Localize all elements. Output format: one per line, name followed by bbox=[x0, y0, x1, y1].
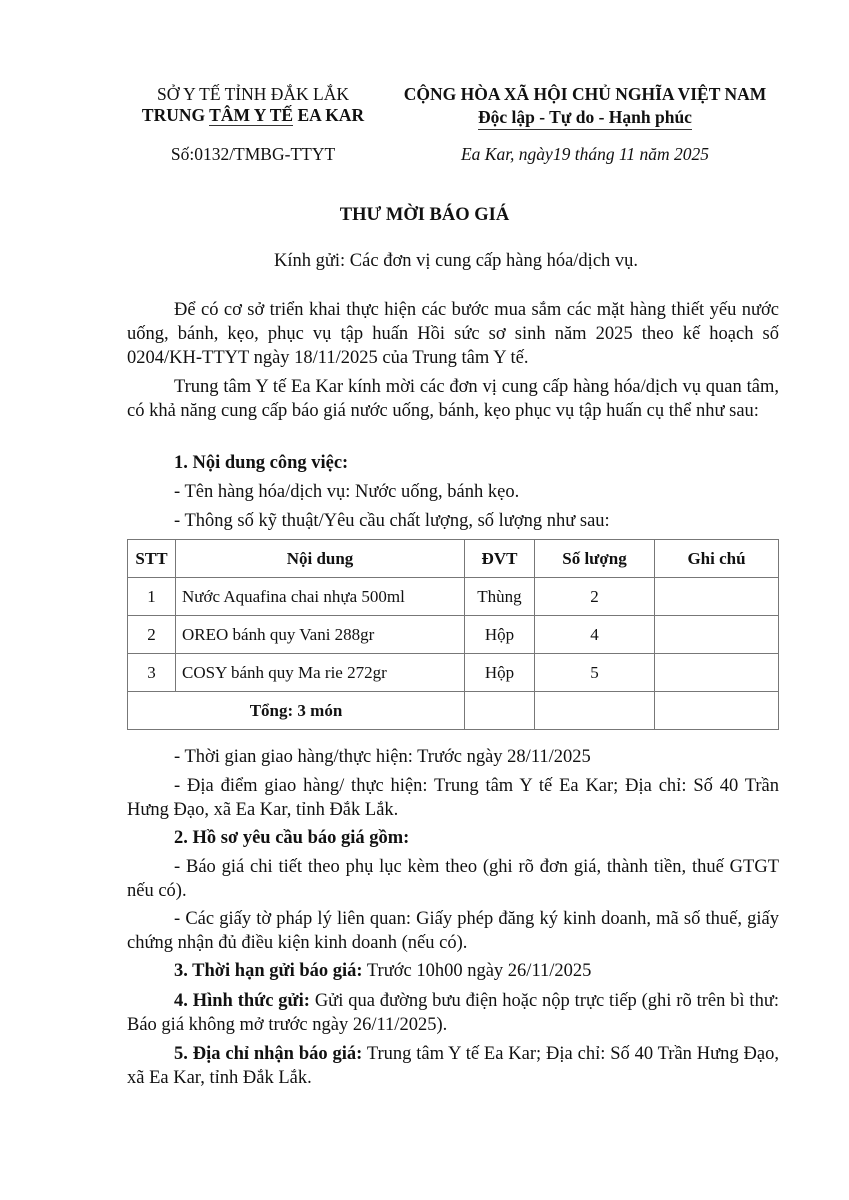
center-name-underlined: TÂM Y TẾ bbox=[209, 105, 294, 125]
cell-note bbox=[655, 578, 779, 616]
greeting: Kính gửi: Các đơn vị cung cấp hàng hóa/dịch vụ. bbox=[274, 251, 639, 271]
section-3 bbox=[127, 959, 779, 983]
table-total-row bbox=[128, 692, 779, 730]
cell-qty: 2 bbox=[535, 578, 655, 616]
section-5-label: 5. Địa chỉ nhận báo giá: bbox=[174, 1044, 363, 1064]
table-row bbox=[128, 616, 779, 654]
total-qty bbox=[535, 692, 655, 730]
section-1-line-2: - Thông số kỹ thuật/Yêu cầu chất lượng, số lượng như sau: bbox=[174, 511, 610, 531]
section-5-text: Trung tâm Y tế Ea Kar; Địa chỉ: Số 40 Trần Hưng Đạo, xã Ea Kar, tỉnh Đắk Lắk. bbox=[127, 1044, 779, 1088]
section-2-line-1: - Báo giá chi tiết theo phụ lục kèm theo (ghi rõ đơn giá, thành tiền, thuế GTGT nếu có). bbox=[127, 857, 779, 901]
document-number: Số:0132/TMBG-TTYT bbox=[170, 144, 336, 164]
total-unit bbox=[465, 692, 535, 730]
col-stt: STT bbox=[128, 540, 176, 578]
agency-name: SỞ Y TẾ TỈNH ĐẮK LẮK bbox=[156, 84, 349, 104]
document-title: THƯ MỜI BÁO GIÁ bbox=[339, 205, 510, 225]
cell-stt: 3 bbox=[128, 654, 176, 692]
col-unit: ĐVT bbox=[465, 540, 535, 578]
center-name-pre: TRUNG bbox=[141, 105, 210, 125]
total-note bbox=[655, 692, 779, 730]
cell-content: Nước Aquafina chai nhựa 500ml bbox=[176, 578, 465, 616]
motto-text: Độc lập - Tự do - Hạnh phúc bbox=[478, 107, 692, 130]
items-table bbox=[127, 539, 779, 730]
table-header-row bbox=[128, 540, 779, 578]
national-motto bbox=[385, 106, 785, 128]
section-4-text: Gửi qua đường bưu điện hoặc nộp trực tiếp (ghi rõ trên bì thư: Báo giá không mở trước ngày 26/11/2025). bbox=[127, 991, 779, 1035]
section-1-heading: 1. Nội dung công việc: bbox=[174, 453, 349, 473]
delivery-time: - Thời gian giao hàng/thực hiện: Trước ngày 28/11/2025 bbox=[174, 747, 591, 767]
intro-paragraph-1: Để có cơ sở triển khai thực hiện các bước mua sắm các mặt hàng thiết yếu nước uống, bánh, kẹo, phục vụ tập huấn Hồi sức sơ sinh năm 2025 theo kế hoạch số 0204/KH-TTYT ngày 18/11/2025 của Trung tâm Y tế. bbox=[127, 300, 779, 368]
cell-content: OREO bánh quy Vani 288gr bbox=[176, 616, 465, 654]
section-1-line-1: - Tên hàng hóa/dịch vụ: Nước uống, bánh kẹo. bbox=[174, 482, 520, 502]
delivery-place: - Địa điểm giao hàng/ thực hiện: Trung tâm Y tế Ea Kar; Địa chỉ: Số 40 Trần Hưng Đạo, xã Ea Kar, tỉnh Đắk Lắk. bbox=[127, 776, 779, 820]
col-qty: Số lượng bbox=[535, 540, 655, 578]
section-3-text: Trước 10h00 ngày 26/11/2025 bbox=[362, 961, 592, 981]
cell-content: COSY bánh quy Ma rie 272gr bbox=[176, 654, 465, 692]
section-2-heading: 2. Hồ sơ yêu cầu báo giá gồm: bbox=[174, 828, 410, 848]
section-5 bbox=[127, 1042, 779, 1090]
col-content: Nội dung bbox=[176, 540, 465, 578]
intro-paragraph-2: Trung tâm Y tế Ea Kar kính mời các đơn vị cung cấp hàng hóa/dịch vụ quan tâm, có khả năng cung cấp báo giá nước uống, bánh, kẹo phục vụ tập huấn cụ thể như sau: bbox=[127, 377, 779, 421]
col-note: Ghi chú bbox=[655, 540, 779, 578]
cell-note bbox=[655, 616, 779, 654]
center-name bbox=[128, 104, 378, 126]
section-3-label: 3. Thời hạn gửi báo giá: bbox=[174, 961, 363, 981]
section-4 bbox=[127, 989, 779, 1037]
table-row bbox=[128, 654, 779, 692]
cell-stt: 2 bbox=[128, 616, 176, 654]
cell-unit: Thùng bbox=[465, 578, 535, 616]
national-title: CỘNG HÒA XÃ HỘI CHỦ NGHĨA VIỆT NAM bbox=[403, 84, 767, 104]
cell-qty: 5 bbox=[535, 654, 655, 692]
total-label: Tổng: 3 món bbox=[128, 692, 465, 730]
cell-stt: 1 bbox=[128, 578, 176, 616]
center-name-post: EA KAR bbox=[293, 105, 365, 125]
cell-note bbox=[655, 654, 779, 692]
cell-unit: Hộp bbox=[465, 654, 535, 692]
table-row bbox=[128, 578, 779, 616]
document-date: Ea Kar, ngày19 tháng 11 năm 2025 bbox=[460, 144, 710, 164]
cell-unit: Hộp bbox=[465, 616, 535, 654]
section-4-label: 4. Hình thức gửi: bbox=[174, 991, 310, 1011]
cell-qty: 4 bbox=[535, 616, 655, 654]
section-2-line-2: - Các giấy tờ pháp lý liên quan: Giấy phép đăng ký kinh doanh, mã số thuế, giấy chứng nhận đủ điều kiện kinh doanh (nếu có). bbox=[127, 909, 779, 953]
